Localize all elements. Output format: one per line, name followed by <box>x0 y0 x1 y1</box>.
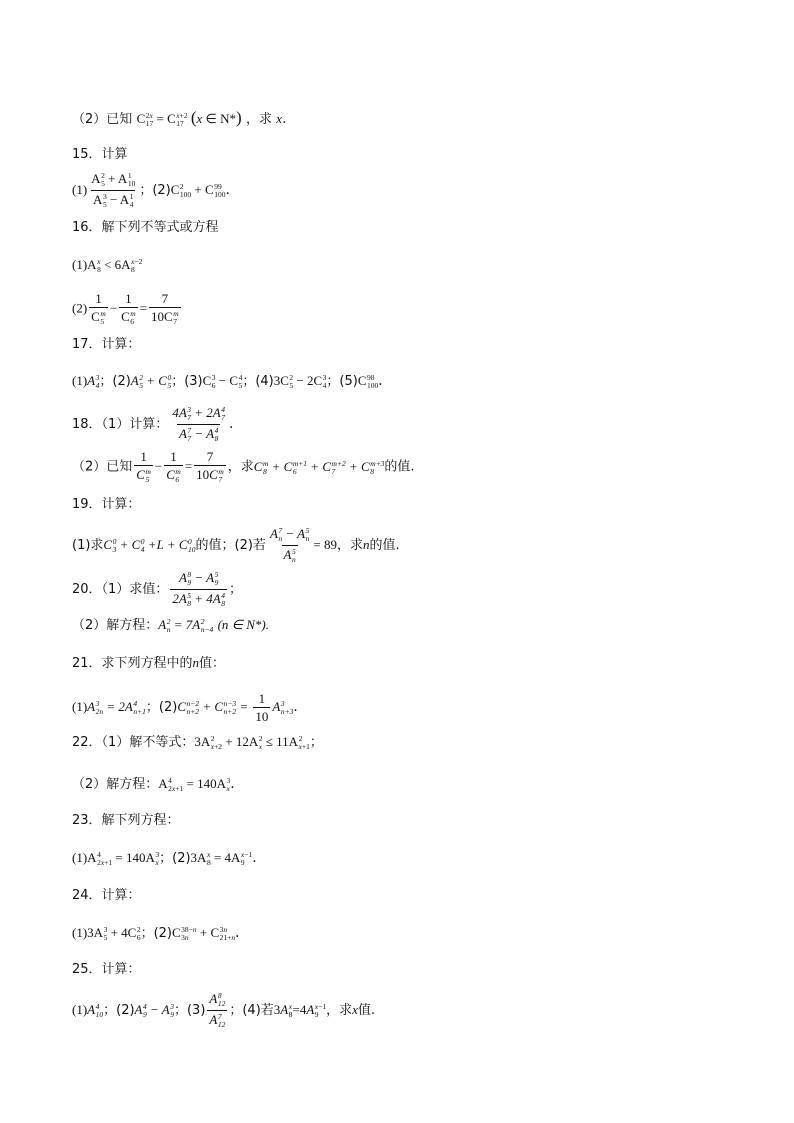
problem-25-body <box>72 992 375 1029</box>
problem-18-part-2: （2）已知 1 C m 5 − 1 C m 6 = 7 10C m 7 ，求C m 8 + C m+1 6 + C m+2 7 + C m+3 8 的值. <box>72 449 415 485</box>
formula: 3C 2 5 − 2C 3 4 <box>273 373 327 391</box>
variable: n <box>192 655 200 670</box>
part-label: (1) <box>72 925 88 940</box>
formula: C 98 100 <box>357 373 379 391</box>
end: ； <box>229 582 243 598</box>
equation-rhs: = 89 <box>313 537 337 553</box>
formula: A 2 5 + C 0 5 <box>130 373 172 391</box>
part-label: (1) <box>72 850 88 865</box>
problem-22-part-2 <box>72 777 235 793</box>
problem-14-part-2 <box>72 109 286 128</box>
text: ，求 <box>245 112 272 127</box>
problem-24-title: 24．计算： <box>72 888 141 903</box>
formula: A 3 2n = 2A 4 n+1 <box>87 699 146 717</box>
text: ，求 <box>336 538 363 554</box>
formula: A 2 n = 7A 2 n−4 <box>158 617 214 635</box>
end: 值. <box>357 1003 376 1019</box>
formula: C 38−n 3n + C 3n 21+n <box>172 925 236 943</box>
problem-15-body <box>72 172 230 209</box>
fraction: A 8 9 − A 5 9 2A 5 8 + 4A 4 8 <box>172 570 225 609</box>
problem-19-body <box>72 527 400 564</box>
variable: x <box>276 111 283 126</box>
end: . <box>252 850 257 866</box>
title-end: 值： <box>199 656 226 671</box>
problem-24-body <box>72 926 239 942</box>
part-label: (1) <box>72 257 88 272</box>
separator: ；(3) <box>171 374 203 389</box>
fraction: $\frac{1}{10}$ <box>255 691 269 724</box>
formula: 3A 2 x+2 + 12A 2 x ≤ 11A 2 x+1 <box>194 734 310 752</box>
label: （2）解方程： <box>72 618 159 633</box>
part-label: (1)求 <box>72 538 104 554</box>
separator: ；(2) <box>140 926 172 941</box>
fraction: A 8 12 A 7 12 <box>209 991 226 1030</box>
problem-20-part-1 <box>72 571 242 608</box>
fraction: 1 C m 6 <box>121 291 136 327</box>
problem-18-part-1 <box>72 406 233 443</box>
fraction: 1 C m 5 <box>91 291 106 327</box>
title: 21．求下列方程中的 <box>72 656 193 671</box>
formula: A 3 4 <box>87 373 100 391</box>
part-label: (1) <box>72 699 88 714</box>
label: 20．（1）求值： <box>72 582 169 598</box>
formula: C 3 6 − C 4 5 <box>202 373 243 391</box>
label: 22．（1）解不等式： <box>72 735 195 750</box>
separator: ；(4)若 <box>229 1003 274 1019</box>
part-label: (1) <box>72 182 88 198</box>
formula: 3A x 8 =4A x−1 9 <box>273 1002 327 1020</box>
problem-17-body <box>72 374 383 390</box>
end: . <box>235 925 240 941</box>
problem-22-part-1 <box>72 735 323 751</box>
separator: ；(5) <box>326 374 358 389</box>
end: . <box>282 111 287 127</box>
fraction: 1 C m 6 <box>166 449 181 485</box>
end: . <box>293 699 298 715</box>
separator: ；(2) <box>139 183 171 199</box>
label: 18．（1）计算： <box>72 417 169 433</box>
fraction: 7 10C m 7 <box>196 449 224 485</box>
fraction: 1 C m 5 <box>136 449 151 485</box>
formula: C m 8 + C m+1 6 + C m+2 7 + C m+3 8 <box>253 458 385 476</box>
label: （2）已知 <box>72 459 133 475</box>
end: 的值. <box>384 459 415 475</box>
separator: 的值；(2)若 <box>195 538 266 554</box>
formula: 3A 3 5 + 4C 2 6 <box>87 925 141 943</box>
formula: A x 8 < 6A x−2 8 <box>87 257 143 275</box>
formula: C n−2 n+2 + C n−3 n+2 = <box>177 699 252 717</box>
problem-21-body <box>72 692 298 723</box>
end: 的值. <box>369 538 400 554</box>
problem-16-part-2: (2) 1 C m 5 − 1 C m 6 = 7 10C m 7 <box>72 291 179 327</box>
text: ，求 <box>227 459 254 475</box>
fraction: 4A 3 7 + 2A 4 7 A 7 7 − A 4 8 <box>172 405 225 444</box>
separator: ；(3) <box>173 1003 206 1019</box>
problem-17-title: 17．计算： <box>72 337 141 352</box>
separator: ；(4) <box>242 374 274 389</box>
end: . <box>225 182 230 199</box>
formula: C 2 100 + C 99 100 <box>170 182 226 200</box>
problem-23-body <box>72 851 257 867</box>
end: . <box>230 776 235 792</box>
part-label: (1) <box>72 1002 88 1018</box>
fraction: 7 10C m 7 <box>151 291 179 327</box>
problem-15-title: 15．计算 <box>72 147 128 162</box>
formula: C 2x 17 = C x+2 17 (x ∈ N*) <box>136 108 242 129</box>
formula: C 0 3 + C 0 4 +L + C 0 10 <box>103 537 196 555</box>
problem-20-part-2 <box>72 618 269 634</box>
separator: ；(2) <box>145 700 178 715</box>
condition: (n ∈ N*). <box>217 617 269 632</box>
problem-23-title: 23．解下列方程： <box>72 813 180 828</box>
end: . <box>378 373 383 389</box>
end: . <box>229 416 234 433</box>
label: （2）已知 <box>72 112 133 127</box>
formula: A 3 n+3 <box>272 699 294 717</box>
problem-19-title: 19．计算： <box>72 497 141 512</box>
variable: n <box>362 537 370 553</box>
problem-16-title: 16．解下列不等式或方程 <box>72 220 219 235</box>
text: ，求 <box>326 1003 353 1019</box>
separator: ；(2) <box>103 1003 135 1019</box>
end: ； <box>309 735 323 750</box>
formula: 3A x 8 = 4A x−1 9 <box>190 850 253 868</box>
problem-21-title <box>72 656 225 671</box>
formula: A 4 2x+1 = 140A 3 x <box>87 850 160 868</box>
problem-16-part-1 <box>72 258 142 274</box>
formula: A 4 10 <box>87 1002 104 1020</box>
problem-25-title: 25．计算： <box>72 962 141 977</box>
part-label: (1) <box>72 373 88 388</box>
fraction: A 2 5 + A 1 10 A 3 5 − A 1 4 <box>91 171 136 210</box>
separator: ；(2) <box>159 851 191 866</box>
formula: A 4 9 − A 3 9 <box>134 1002 174 1020</box>
fraction: A 7 n − A 5 n A 5 n <box>269 526 310 565</box>
label: （2）解方程： <box>72 777 159 792</box>
variable: x <box>352 1002 358 1018</box>
separator: ；(2) <box>99 374 131 389</box>
formula: A 4 2x+1 = 140A 3 x <box>158 776 231 794</box>
part-label: (2) <box>72 300 88 316</box>
